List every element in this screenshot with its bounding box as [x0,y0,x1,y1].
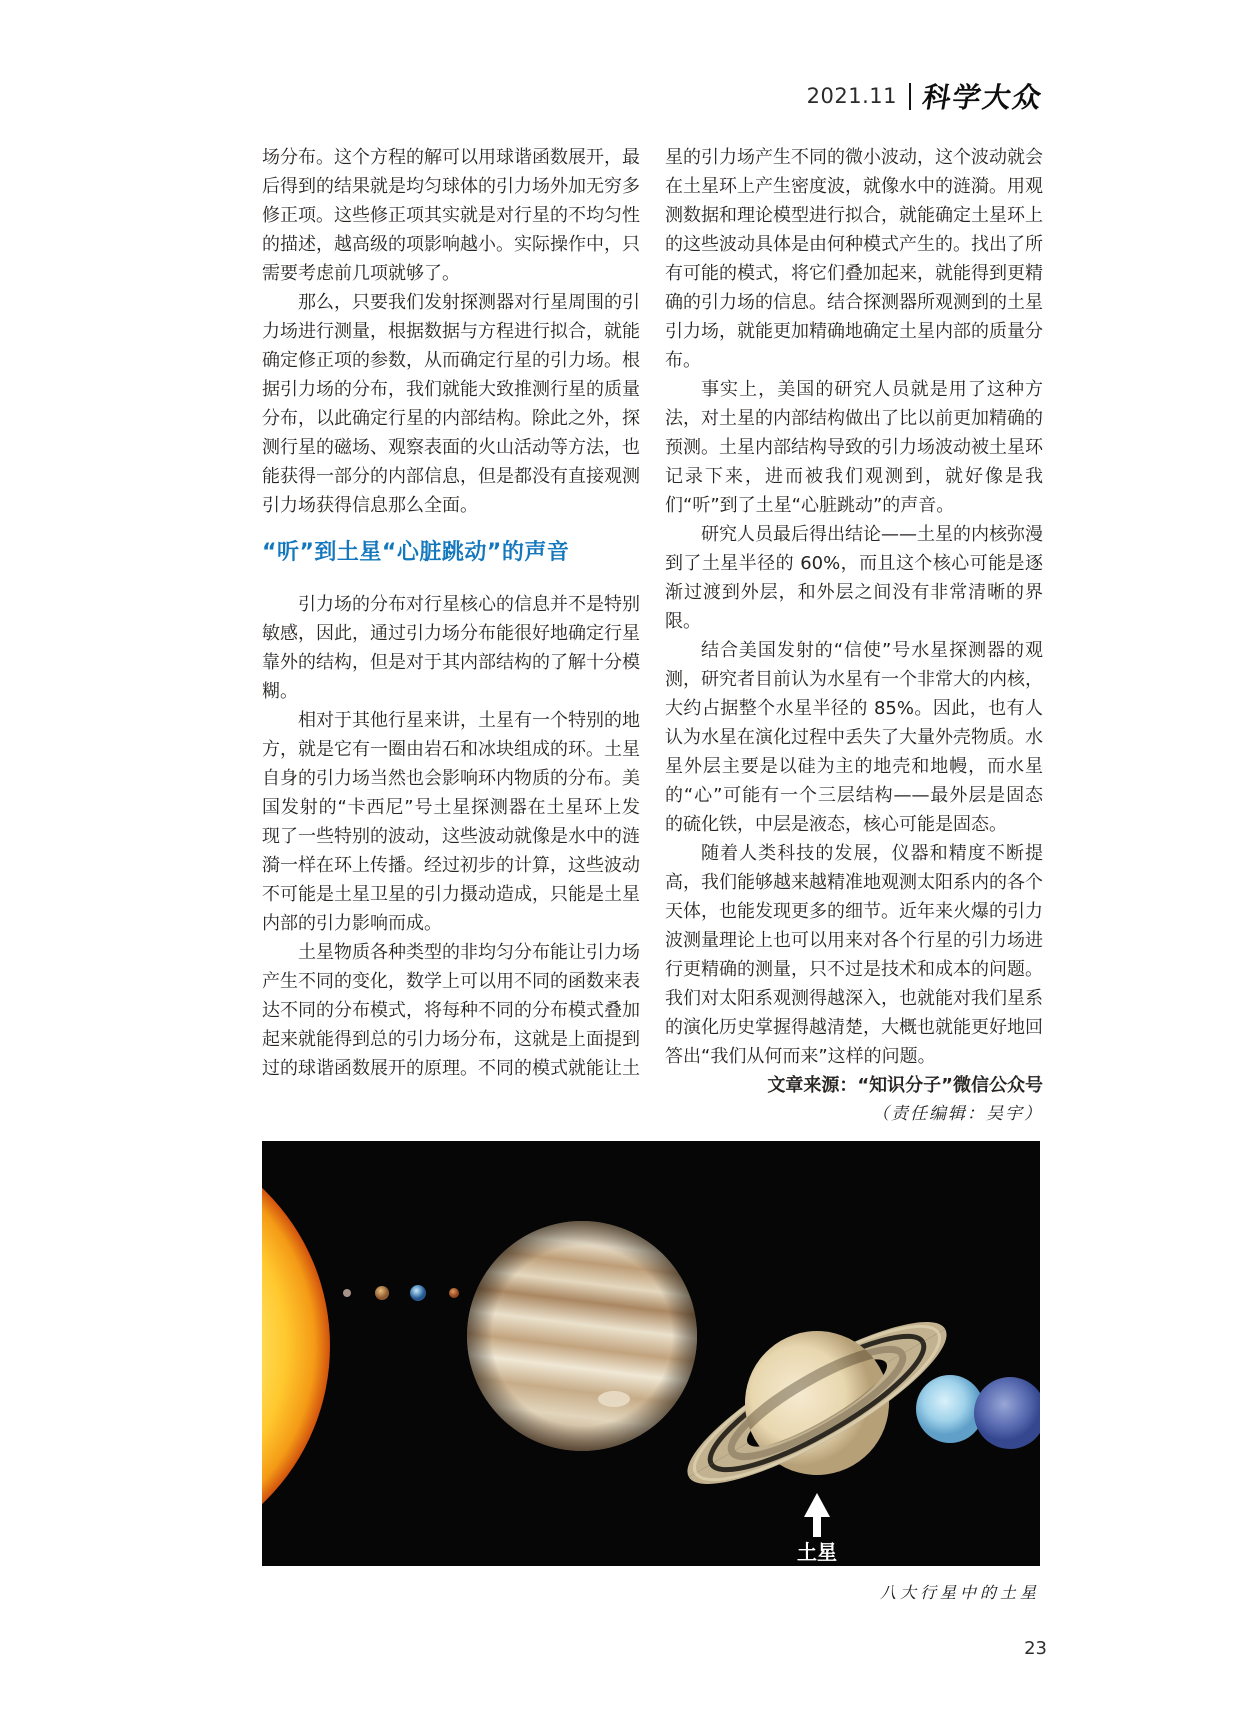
figure-caption: 八大行星中的土星 [879,1583,1040,1602]
paragraph: 随着人类科技的发展，仪器和精度不断提高，我们能够越来越精准地观测太阳系内的各个天体，也能发现更多的细节。近年来火爆的引力波测量理论上也可以用来对各个行星的引力场进行更精确的测量，只不过是技术和成本的问题。我们对太阳系观测得越深入，也就能对我们星系的演化历史掌握得越清楚，大概也就能更好地回答出“我们从何而来”这样的问题。 [665,843,1043,1067]
solar-system-image [262,1141,1040,1566]
paragraph: 引力场的分布对行星核心的信息并不是特别敏感，因此，通过引力场分布能很好地确定行星靠外的结构，但是对于其内部结构的了解十分模糊。 [262,594,640,702]
paragraph: 那么，只要我们发射探测器对行星周围的引力场进行测量，根据数据与方程进行拟合，就能确定修正项的参数，从而确定行星的引力场。根据引力场的分布，我们就能大致推测行星的质量分布，以此确定行星的内部结构。除此之外，探测行星的磁场、观察表面的火山活动等方法，也能获得一部分的内部信息，但是都没有直接观测引力场获得信息那么全面。 [262,292,640,516]
planet-earth [410,1285,426,1301]
paragraph: 场分布。这个方程的解可以用球谐函数展开，最后得到的结果就是均匀球体的引力场外加无穷多修正项。这些修正项其实就是对行星的不均匀性的描述，越高级的项影响越小。实际操作中，只需要考虑前几项就够了。 [262,147,640,284]
paragraph: 星的引力场产生不同的微小波动，这个波动就会在土星环上产生密度波，就像水中的涟漪。用观测数据和理论模型进行拟合，就能确定土星环上的这些波动具体是由何种模式产生的。找出了所有可能的模式，将它们叠加起来，就能得到更精确的引力场的信息。结合探测器所观测到的土星引力场，就能更加精确地确定土星内部的质量分布。 [665,147,1043,371]
page-header [806,76,1046,116]
planet-venus [375,1286,389,1300]
planet-uranus [916,1375,984,1443]
paragraph: 事实上，美国的研究人员就是用了这种方法，对土星的内部结构做出了比以前更加精确的预测。土星内部结构导致的引力场波动被土星环记录下来，进而被我们观测到，就好像是我们“听”到了土星“心脏跳动”的声音。 [665,379,1043,516]
paragraph: 相对于其他行星来讲，土星有一个特别的地方，就是它有一圈由岩石和冰块组成的环。土星自身的引力场当然也会影响环内物质的分布。美国发射的“卡西尼”号土星探测器在土星环上发现了一些特别的波动，这些波动就像是水中的涟漪一样在环上传播。经过初步的计算，这些波动不可能是土星卫星的引力摄动造成，只能是土星内部的引力影响而成。 [262,710,640,934]
page-number: 23 [1024,1638,1047,1659]
planet-jupiter [467,1221,697,1451]
section-heading: “听”到土星“心脏跳动”的声音 [262,540,570,565]
right-column [665,143,1043,1129]
header-divider [909,83,911,110]
left-column [262,143,640,1129]
planet-mars [449,1288,459,1298]
saturn-label: 土星 [797,1540,837,1564]
issue-date: 2021.11 [806,84,897,108]
planet-mercury [343,1289,351,1297]
editor-credit: （责任编辑：吴宇） [872,1104,1043,1124]
paragraph: 土星物质各种类型的非均匀分布能让引力场产生不同的变化，数学上可以用不同的函数来表达不同的分布模式，将每种不同的分布模式叠加起来就能得到总的引力场分布，这就是上面提到过的球谐函数展开的原理。不同的模式就能让土 [262,942,640,1079]
solar-system-figure [262,1141,1040,1603]
magazine-logo: 科学大众 [920,81,1046,114]
paragraph: 研究人员最后得出结论——土星的内核弥漫到了土星半径的 60%，而且这个核心可能是逐渐过渡到外层，和外层之间没有非常清晰的界限。 [665,524,1043,632]
article-content [262,143,1043,1603]
paragraph: 结合美国发射的“信使”号水星探测器的观测，研究者目前认为水星有一个非常大的内核，大约占据整个水星半径的 85%。因此，也有人认为水星在演化过程中丢失了大量外壳物质。水星外层主要是以硅为主的地壳和地幔，而水星的“心”可能有一个三层结构——最外层是固态的硫化铁，中层是液态，核心可能是固态。 [665,640,1043,835]
article-source: 文章来源：“知识分子”微信公众号 [767,1075,1043,1096]
two-column-layout [262,143,1043,1129]
